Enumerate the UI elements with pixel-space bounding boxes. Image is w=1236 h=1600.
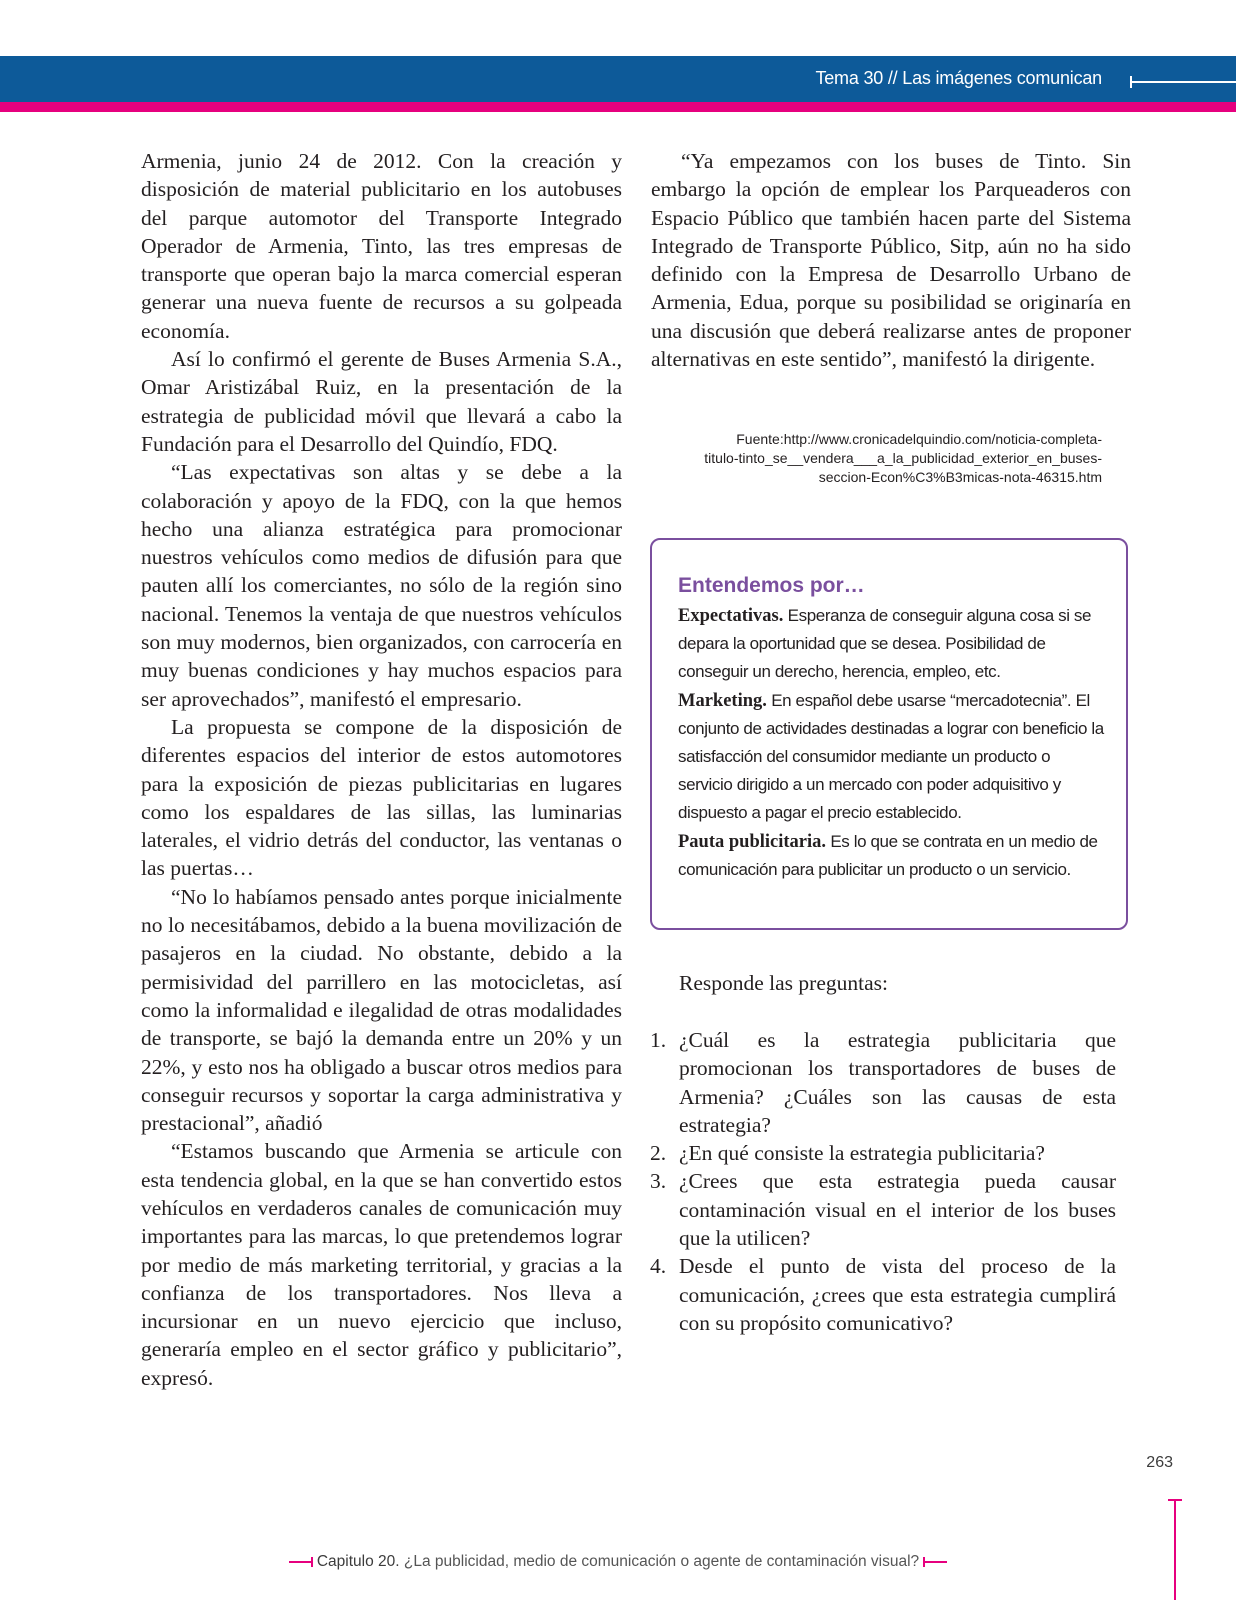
question-item (650, 1167, 1116, 1252)
question-number: 4. (650, 1254, 667, 1279)
footer-rule-right (923, 1561, 947, 1563)
article-right-column (651, 147, 1131, 373)
article-paragraph: La propuesta se compone de la disposición de diferentes espacios del interior de estos automotores para la exposición de piezas publicitarias en lugares como los espaldares de las sillas, las luminarias laterales, el vidrio detrás del conductor, las ventanas o las puertas… (141, 714, 622, 881)
question-item (650, 1026, 1116, 1139)
question-item (650, 1139, 1116, 1167)
page-marker-line (1174, 1500, 1176, 1600)
activity-prompt: Responde las preguntas: (679, 971, 888, 995)
glossary-definition: En español debe usarse “mercadotecnia”. El conjunto de actividades destinadas a lograr con beneficio la satisfacción del consumidor mediante un producto o servicio dirigido a un mercado con poder adquisitivo y dispuesto a pagar el precio establecido. (678, 690, 1104, 823)
glossary-title: Entendemos por… (678, 574, 865, 597)
question-item (650, 1252, 1116, 1337)
article-paragraph: Armenia, junio 24 de 2012. Con la creación y disposición de material publicitario en los autobuses del parque automotor del Transporte Integrado Operador de Armenia, Tinto, las tres empresas de transporte que operan bajo la marca comercial esperan generar una nueva fuente de recursos a su golpeada economía. (141, 149, 622, 343)
question-number: 2. (650, 1141, 667, 1166)
glossary-definition: Es lo que se contrata en un medio de comunicación para publicitar un producto o un servicio. (678, 831, 1098, 879)
question-number: 1. (650, 1028, 667, 1052)
question-text: ¿Cuál es la estrategia publicitaria que promocionan los transportadores de buses de Armenia? ¿Cuáles son las causas de esta estrategia? (679, 1028, 1116, 1137)
section-title: Tema 30 // Las imágenes comunican (815, 68, 1102, 88)
source-citation (650, 430, 1102, 487)
article-paragraph: Así lo confirmó el gerente de Buses Armenia S.A., Omar Aristizábal Ruiz, en la presentación de la estrategia de publicidad móvil que llevará a cabo la Fundación para el Desarrollo del Quindío, FDQ. (141, 347, 622, 456)
question-text: ¿En qué consiste la estrategia publicitaria? (679, 1141, 1045, 1166)
page-number: 263 (1146, 1454, 1173, 1471)
article-paragraph: “Ya empezamos con los buses de Tinto. Sin embargo la opción de emplear los Parqueaderos con Espacio Público que también hacen parte del Sistema Integrado de Transporte Público, Sitp, aún no ha sido definido con la Empresa de Desarrollo Urbano de Armenia, Edua, porque su posibilidad se originaría en una discusión que deberá realizarse antes de proponer alternativas en este sentido”, manifestó la dirigente. (651, 149, 1131, 372)
footer-chapter-title: ¿La publicidad, medio de comunicación o agente de contaminación visual? (399, 1553, 920, 1570)
source-line: seccion-Econ%C3%B3micas-nota-46315.htm (818, 469, 1102, 485)
glossary-term: Marketing. (678, 690, 767, 711)
header-accent-stripe (0, 102, 1236, 112)
question-text: ¿Crees que esta estrategia pueda causar contaminación visual en el interior de los buses que la utilicen? (679, 1169, 1116, 1251)
chapter-footer (0, 1553, 1236, 1571)
footer-rule-left (289, 1561, 313, 1563)
article-paragraph: “No lo habíamos pensado antes porque inicialmente no lo necesitábamos, debido a la buena movilización de pasajeros en la ciudad. No obstante, debido a la permisividad del parrillero en las motocicletas, así como la informalidad e ilegalidad de otras modalidades de transporte, se bajó la demanda entre un 20% y un 22%, y esto nos ha obligado a buscar otros medios para conseguir recursos y soportar la carga administrativa y prestacional”, añadió (141, 884, 622, 1136)
question-text: Desde el punto de vista del proceso de la comunicación, ¿crees que esta estrategia cumplirá con su propósito comunicativo? (679, 1254, 1116, 1335)
question-list (650, 1026, 1116, 1337)
glossary-term: Pauta publicitaria. (678, 831, 827, 852)
footer-chapter-label: Capitulo 20. (316, 1553, 400, 1570)
glossary-term: Expectativas. (678, 606, 784, 626)
glossary-box (650, 538, 1128, 930)
glossary-definition: Esperanza de conseguir alguna cosa si se depara la oportunidad que se desea. Posibilidad de conseguir un derecho, herencia, empleo, etc. (678, 606, 1092, 682)
source-line: Fuente:http://www.cronicadelquindio.com/noticia-completa- (736, 431, 1102, 447)
article-paragraph: “Las expectativas son altas y se debe a la colaboración y apoyo de la FDQ, con la que hemos hecho una alianza estratégica para promocionar nuestros vehículos como medios de difusión para que pauten allí los comerciantes, no sólo de la región sino nacional. Tenemos la ventaja de que nuestros vehículos son muy modernos, bien organizados, con carrocería en muy buenas condiciones y hay muchos espacios para ser aprovechados”, manifestó el empresario. (141, 460, 622, 711)
source-line: titulo-tinto_se__vendera___a_la_publicidad_exterior_en_buses- (704, 450, 1102, 466)
article-left-column (141, 147, 622, 1392)
glossary-body (678, 602, 1108, 884)
question-number: 3. (650, 1169, 667, 1194)
article-paragraph: “Estamos buscando que Armenia se articule con esta tendencia global, en la que se han convertido estos vehículos en verdaderos canales de comunicación muy importantes para las marcas, lo que pretendemos lograr por medio de más marketing territorial, y gracias a la confianza de los transportadores. Nos lleva a incursionar en un nuevo ejercicio que incluso, generaría empleo en el sector gráfico y publicitario”, expresó. (141, 1139, 622, 1390)
header-rule (1132, 81, 1236, 83)
